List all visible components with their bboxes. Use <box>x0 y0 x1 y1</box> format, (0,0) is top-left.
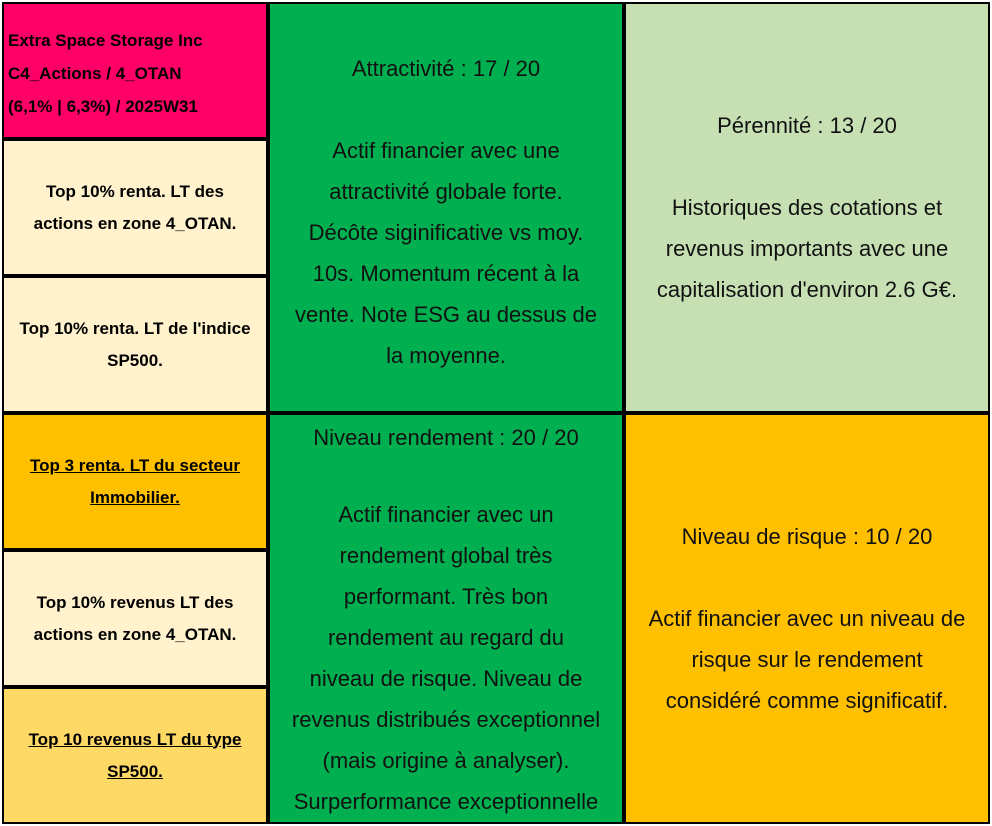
rendement-line: performant. Très bon <box>343 584 549 609</box>
ranking-line: Top 10% revenus LT des <box>36 592 234 612</box>
rendement-line: (mais origine à analyser). <box>322 748 570 773</box>
yield-week: (6,1% | 6,3%) / 2025W31 <box>8 97 198 116</box>
rendement-line: rendement global très <box>339 543 553 568</box>
category-zone: C4_Actions / 4_OTAN <box>8 64 182 83</box>
risque-title: Niveau de risque : 10 / 20 <box>681 524 933 549</box>
ranking-line: actions en zone 4_OTAN. <box>33 624 237 644</box>
rendement-cell <box>268 413 624 824</box>
attractivite-cell <box>268 2 624 413</box>
risque-line: risque sur le rendement <box>691 647 923 672</box>
ranking-line: Top 10 revenus LT du type <box>28 729 242 749</box>
company-name: Extra Space Storage Inc <box>8 31 203 50</box>
perennite-cell <box>624 2 990 413</box>
perennite-line: revenus importants avec une <box>665 236 949 261</box>
attractivite-line: attractivité globale forte. <box>329 179 563 204</box>
rendement-title: Niveau rendement : 20 / 20 <box>313 425 579 450</box>
attractivite-line: la moyenne. <box>386 343 506 368</box>
header-cell <box>2 2 268 139</box>
ranking-line: Top 10% renta. LT des <box>46 181 224 201</box>
ranking-cell-4 <box>2 550 268 687</box>
attractivite-title: Attractivité : 17 / 20 <box>351 56 541 81</box>
ranking-cell-1 <box>2 139 268 276</box>
perennite-line: capitalisation d'environ 2.6 G€. <box>656 277 958 302</box>
risque-cell <box>624 413 990 824</box>
ranking-line: SP500. <box>107 350 163 370</box>
ranking-line: Top 3 renta. LT du secteur <box>29 455 240 475</box>
rendement-line: revenus distribués exceptionnel <box>291 707 601 732</box>
rendement-line: Surperformance exceptionnelle <box>293 789 599 814</box>
attractivite-line: 10s. Momentum récent à la <box>312 261 580 286</box>
attractivite-line: vente. Note ESG au dessus de <box>294 302 598 327</box>
perennite-line: Historiques des cotations et <box>671 195 943 220</box>
risque-line: Actif financier avec un niveau de <box>648 606 966 631</box>
ranking-cell-3 <box>2 413 268 550</box>
attractivite-line: Décôte siginificative vs moy. <box>308 220 584 245</box>
rendement-line: rendement au regard du <box>327 625 565 650</box>
rendement-line: niveau de risque. Niveau de <box>309 666 583 691</box>
ranking-line: actions en zone 4_OTAN. <box>33 213 237 233</box>
perennite-title: Pérennité : 13 / 20 <box>717 113 897 138</box>
ranking-cell-2 <box>2 276 268 413</box>
rendement-line: Actif financier avec un <box>338 502 554 527</box>
ranking-line: Immobilier. <box>90 487 180 507</box>
attractivite-line: Actif financier avec une <box>332 138 560 163</box>
ranking-cell-5 <box>2 687 268 824</box>
risque-line: considéré comme significatif. <box>665 688 949 713</box>
ranking-line: SP500. <box>107 761 163 781</box>
ranking-line: Top 10% renta. LT de l'indice <box>19 318 251 338</box>
